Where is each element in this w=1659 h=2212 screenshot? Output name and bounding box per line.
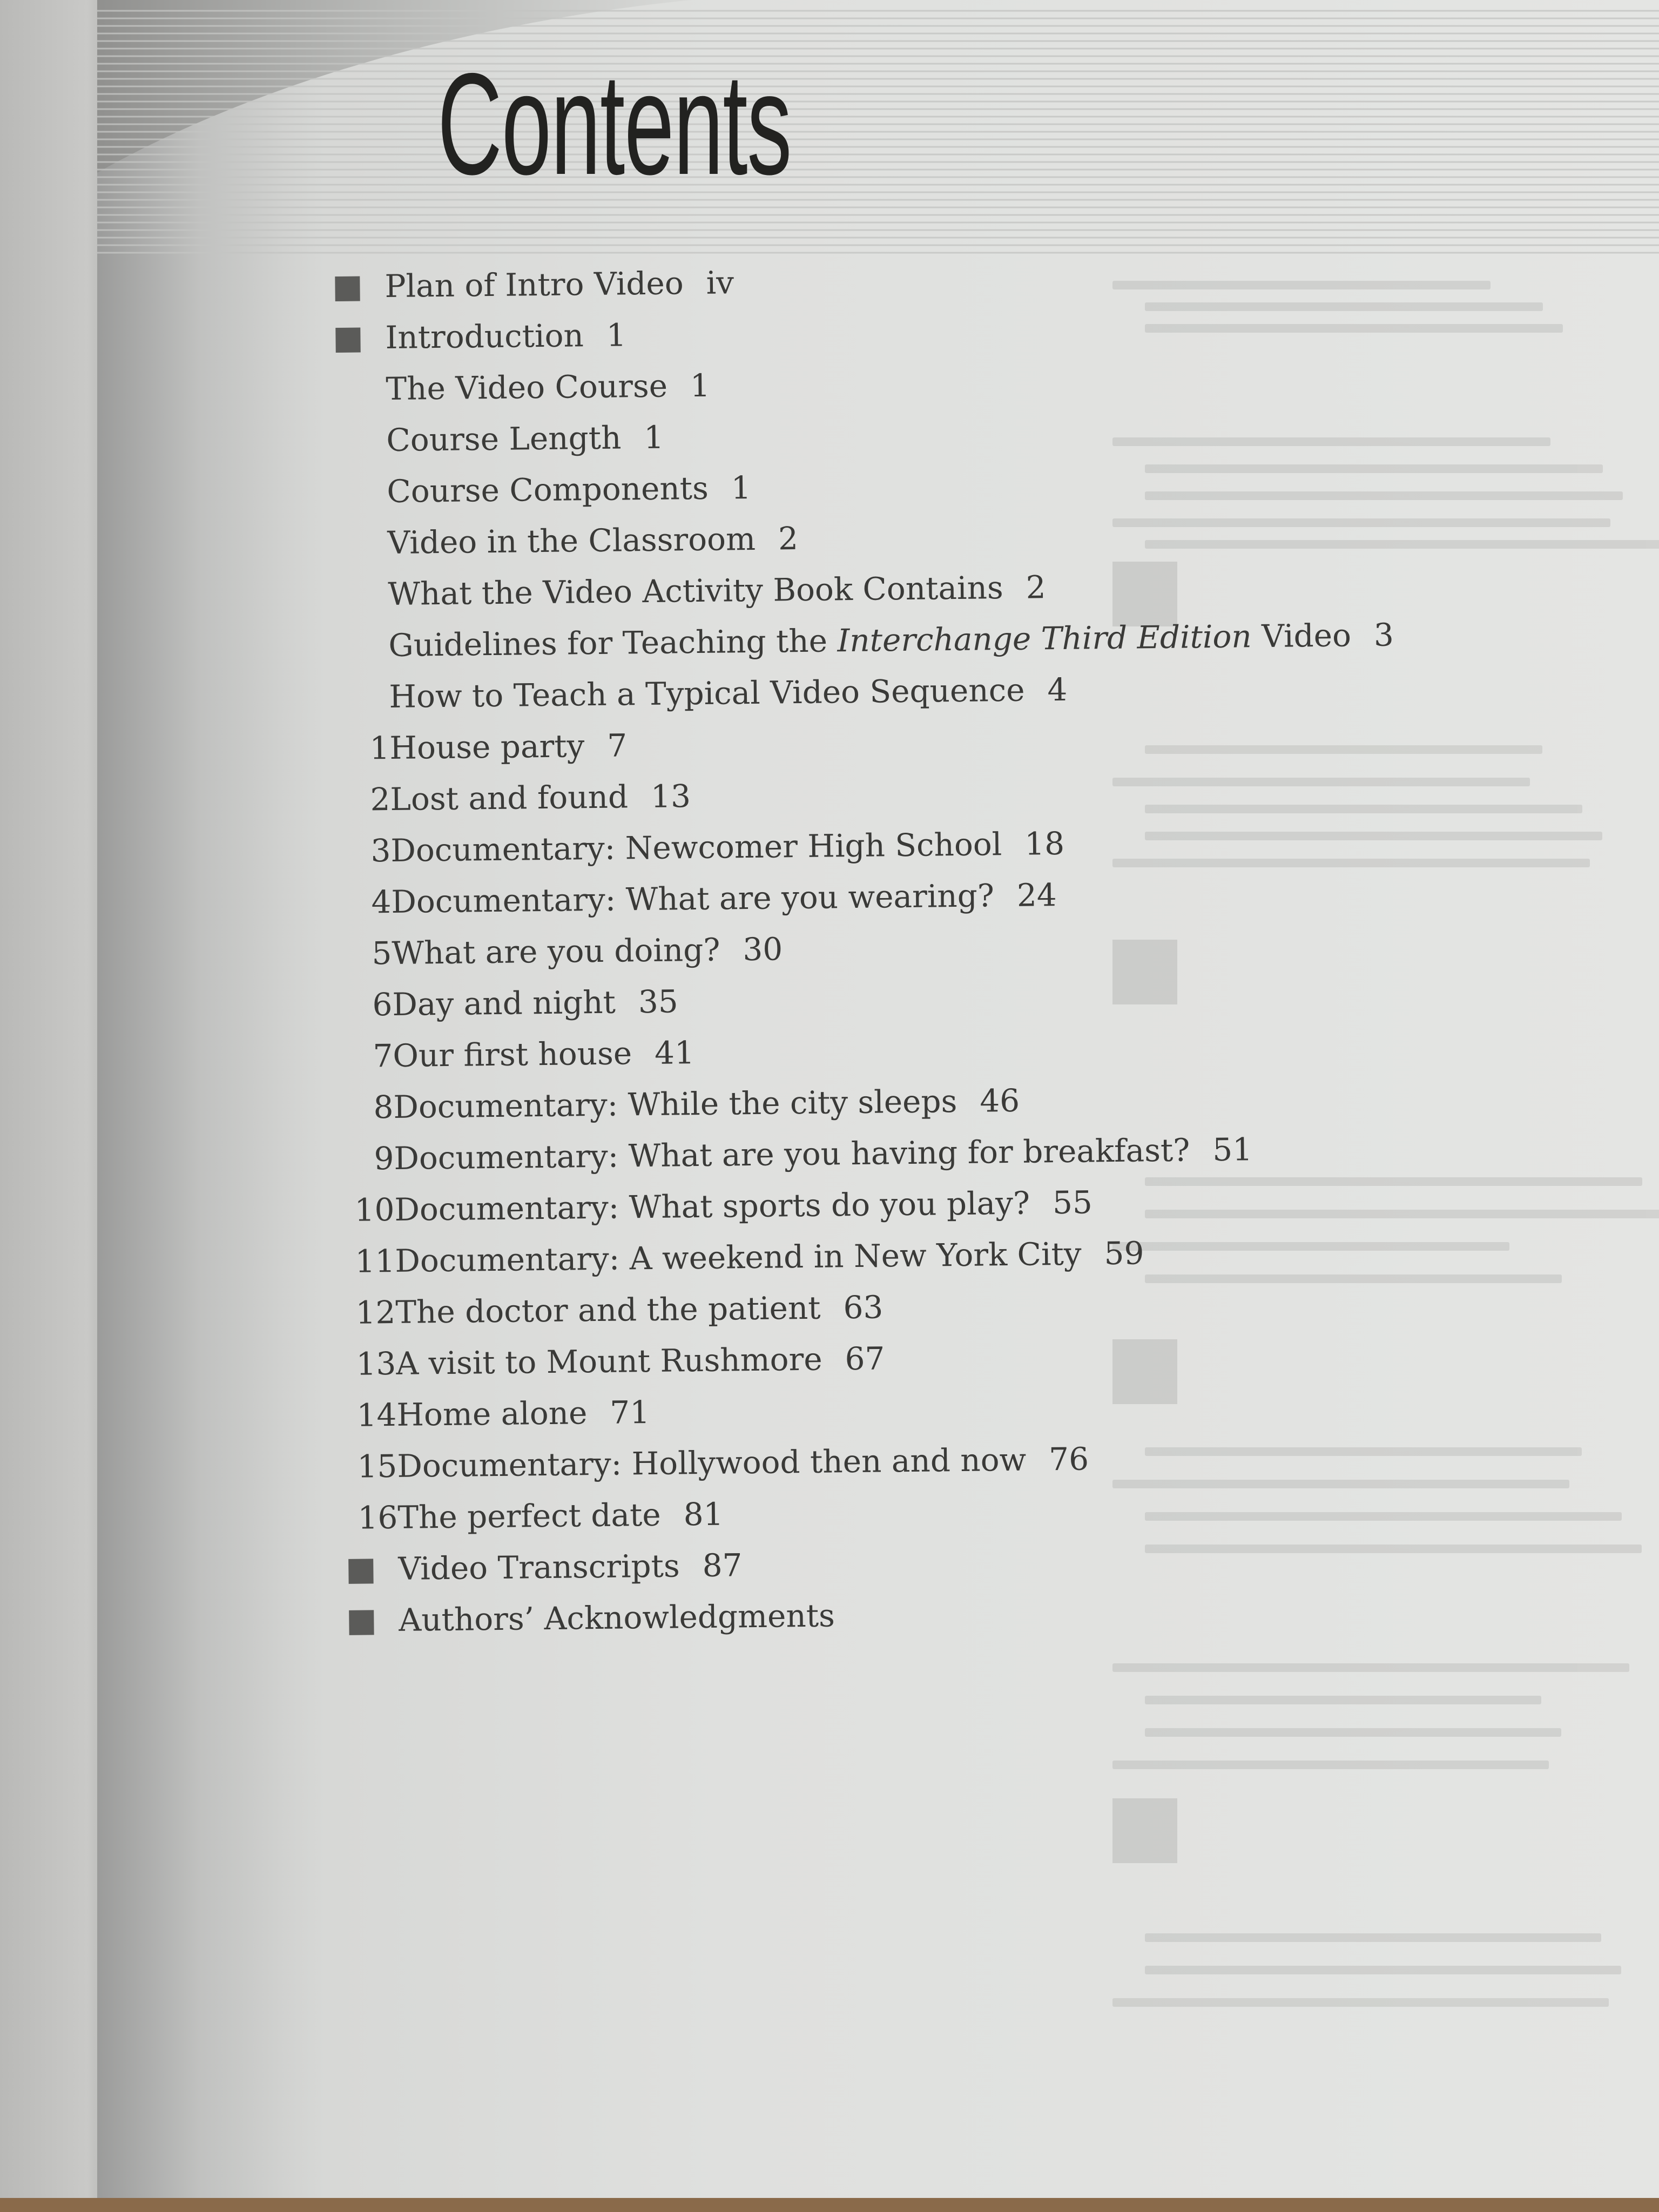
title-part: Lost and found	[390, 778, 629, 818]
title-part: Our first house	[393, 1035, 632, 1074]
unit-number: 12	[355, 1293, 396, 1331]
page-number: 24	[1016, 876, 1057, 914]
page-number: 1	[606, 316, 627, 354]
title-part: House party	[389, 727, 585, 766]
toc-entry-title	[385, 257, 734, 312]
title-part: Video in the Classroom	[387, 520, 756, 562]
title-part: The perfect date	[397, 1496, 662, 1536]
unit-number: 15	[357, 1447, 397, 1485]
page-number: iv	[706, 264, 734, 301]
title-part: The Video Course	[386, 367, 668, 408]
toc-entry-title	[386, 412, 664, 466]
page-number: 41	[654, 1034, 695, 1071]
page-number: 67	[845, 1340, 885, 1378]
page-number: 87	[702, 1547, 743, 1584]
bleed-line	[1145, 1933, 1601, 1942]
title-part: Course Length	[386, 419, 622, 459]
toc-entry-title	[398, 1540, 743, 1595]
title-part: What are you doing?	[392, 931, 720, 972]
square-bullet-icon	[335, 328, 360, 353]
title-part: Documentary: While the city sleeps	[393, 1083, 957, 1125]
unit-number: 5	[372, 934, 392, 972]
page-title: Contents	[437, 43, 792, 205]
unit-number: 16	[358, 1499, 398, 1536]
page-number: 1	[643, 419, 664, 456]
toc-entry-title	[389, 664, 1068, 723]
header-decoration	[97, 0, 1659, 259]
page-number: 2	[1026, 569, 1046, 606]
unit-number: 6	[372, 986, 393, 1023]
title-part: A visit to Mount Rushmore	[396, 1340, 822, 1382]
unit-number: 3	[370, 832, 391, 869]
toc-entry-title	[391, 869, 1057, 928]
title-part: Plan of Intro Video	[385, 265, 684, 305]
toc-entry-title	[397, 1489, 724, 1543]
title-part: Authors’ Acknowledgments	[398, 1597, 835, 1638]
toc-entry-title	[396, 1387, 650, 1441]
spine-shadow	[97, 0, 324, 2198]
title-part: Documentary: What sports do you play?	[394, 1184, 1030, 1228]
page-number: 13	[650, 778, 691, 815]
bleed-box	[1112, 1798, 1177, 1863]
title-italic-part: Interchange Third Edition	[837, 618, 1252, 659]
bleed-line	[1145, 1696, 1541, 1704]
page-number: 76	[1048, 1440, 1089, 1478]
bleed-line	[1112, 1998, 1609, 2007]
title-part: Documentary: Hollywood then and now	[397, 1441, 1027, 1485]
page-number: 4	[1047, 671, 1068, 709]
toc-entry-title	[394, 1177, 1092, 1236]
toc-entry-title	[386, 360, 710, 415]
toc-entry-title	[389, 720, 628, 774]
title-part: Home alone	[396, 1394, 588, 1433]
page-number: 7	[606, 727, 628, 764]
toc-entry-title	[390, 771, 691, 825]
page-number: 51	[1212, 1131, 1253, 1169]
unit-number: 13	[356, 1345, 396, 1382]
title-part: What the Video Activity Book Contains	[388, 569, 1003, 613]
toc-entry-title	[395, 1228, 1144, 1287]
square-bullet-icon	[335, 276, 360, 301]
page-number: 71	[609, 1394, 650, 1431]
title-part: Video	[1251, 617, 1352, 655]
title-part: Documentary: Newcomer High School	[390, 826, 1002, 869]
title-part: Introduction	[385, 317, 584, 356]
bleed-line	[1145, 1728, 1561, 1737]
toc-entry-title	[399, 1590, 835, 1645]
page-number: 1	[731, 469, 752, 507]
title-part: Documentary: What are you wearing?	[391, 877, 995, 920]
toc-entry-title	[396, 1333, 885, 1389]
page-number: 30	[743, 930, 783, 968]
bleed-line	[1145, 1966, 1621, 1974]
unit-number: 9	[374, 1139, 394, 1177]
toc-entry-title	[387, 462, 751, 517]
toc-entry-title	[392, 976, 678, 1030]
toc-entry-title	[393, 1075, 1020, 1133]
title-part: Video Transcripts	[398, 1547, 680, 1587]
title-part: Documentary: A weekend in New York City	[395, 1235, 1082, 1279]
unit-number: 14	[356, 1396, 397, 1434]
toc-entry-title	[397, 1434, 1089, 1492]
page-number: 3	[1373, 616, 1394, 653]
unit-number: 11	[355, 1242, 395, 1280]
table-of-contents	[335, 249, 1537, 1647]
table-surface	[0, 2198, 1659, 2212]
page-number: 2	[778, 520, 799, 557]
title-part: Day and night	[392, 983, 616, 1023]
bleed-line	[1112, 1663, 1629, 1672]
unit-number: 1	[369, 729, 390, 767]
toc-entry-title	[394, 1124, 1253, 1184]
page-number: 46	[979, 1082, 1020, 1120]
title-part: Documentary: What are you having for breakfast?	[394, 1131, 1190, 1177]
title-part: The doctor and the patient	[395, 1289, 821, 1331]
title-part: How to Teach a Typical Video Sequence	[389, 671, 1025, 715]
page-number: 81	[683, 1495, 724, 1533]
bleed-line	[1112, 1761, 1549, 1769]
page-number: 1	[690, 367, 711, 404]
unit-number: 2	[370, 780, 390, 818]
title-part: Course Components	[387, 469, 709, 510]
toc-entry-title	[393, 1027, 694, 1082]
contents-page	[97, 0, 1659, 2198]
toc-entry-title	[392, 923, 783, 979]
toc-entry-title	[395, 1282, 884, 1338]
toc-entry-title	[387, 513, 798, 569]
toc-entry-title	[385, 309, 626, 363]
toc-entry-title	[388, 562, 1046, 620]
unit-number: 4	[371, 883, 392, 921]
title-part: Guidelines for Teaching the	[388, 622, 838, 664]
page-number: 55	[1052, 1184, 1093, 1222]
unit-number: 8	[373, 1088, 394, 1126]
square-bullet-icon	[348, 1559, 373, 1583]
page-number: 63	[843, 1289, 884, 1326]
page-number: 59	[1104, 1235, 1144, 1272]
unit-number: 10	[354, 1191, 395, 1229]
toc-entry-title	[390, 818, 1065, 876]
square-bullet-icon	[349, 1610, 374, 1635]
page-number: 18	[1024, 825, 1065, 862]
page-number: 35	[638, 983, 679, 1021]
unit-number: 7	[373, 1037, 393, 1075]
